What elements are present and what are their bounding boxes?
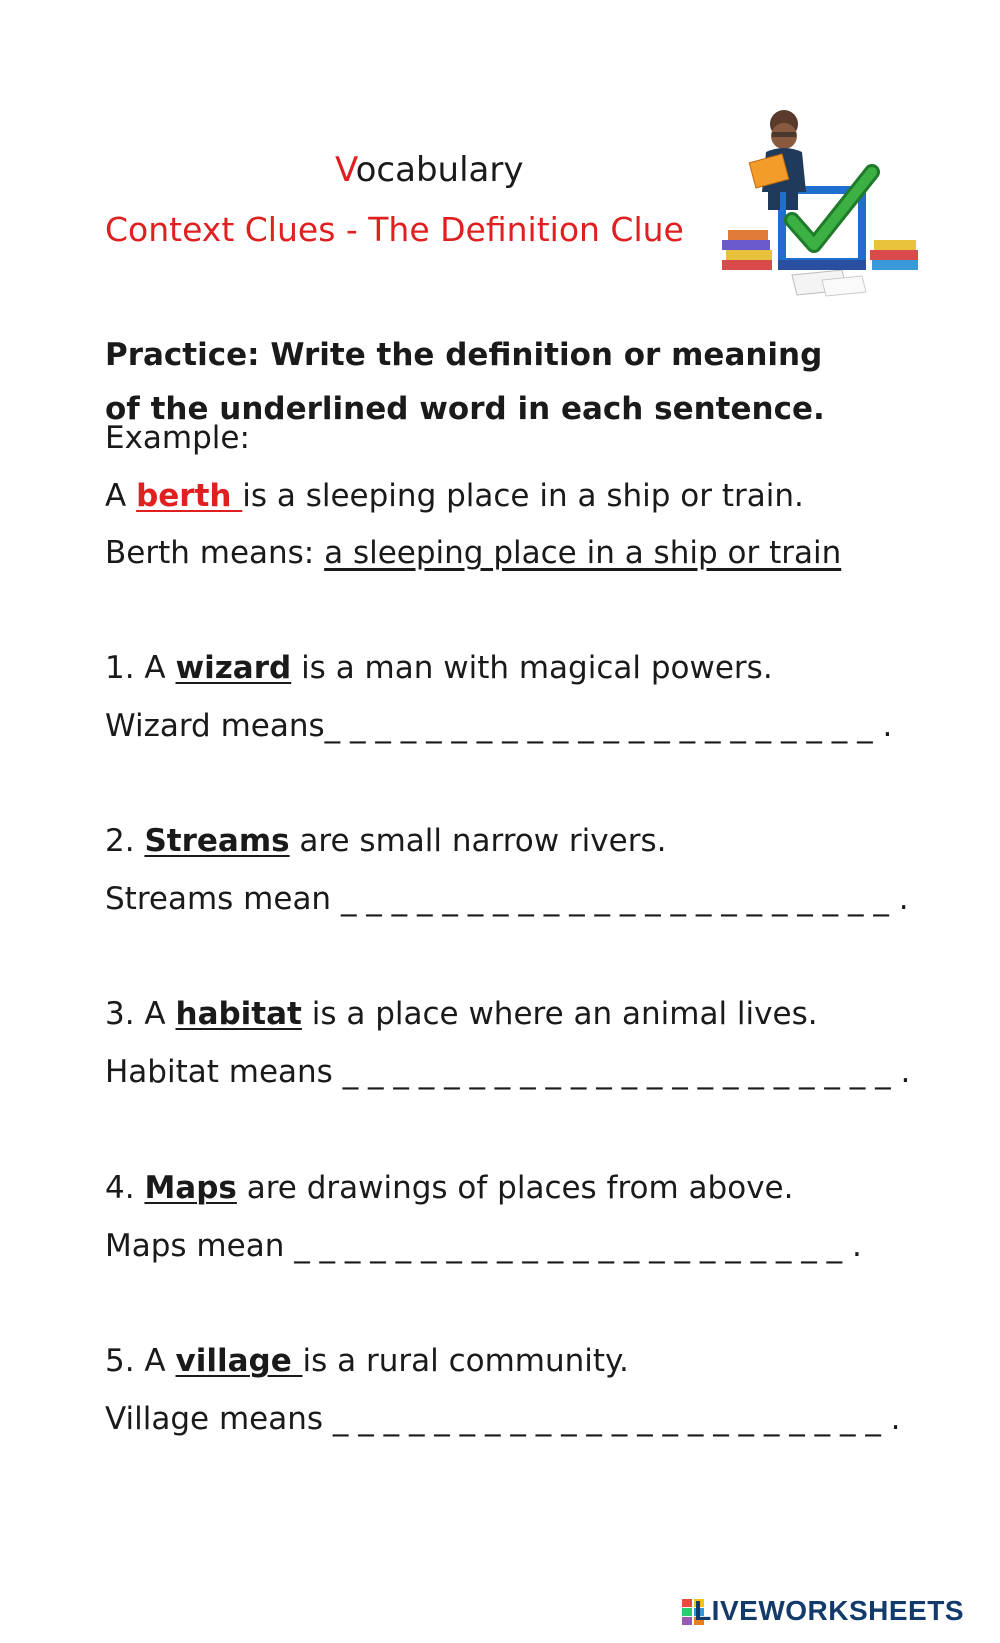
item-5-blank[interactable]: _ _ _ _ _ _ _ _ _ _ _ _ _ _ _ _ _ _ _ _ _ _ .: [332, 1401, 901, 1437]
item-3-sentence: 3. A habitat is a place where an animal lives.: [105, 996, 818, 1032]
instructions-text: Practice: Write the definition or meaning of the underlined word in each sentence.: [105, 337, 825, 427]
item-4-answer-line: Maps mean _ _ _ _ _ _ _ _ _ _ _ _ _ _ _ _ _ _ _ _ _ _ .: [105, 1228, 862, 1264]
item-2-keyword: Streams: [144, 823, 290, 859]
item-4-blank[interactable]: _ _ _ _ _ _ _ _ _ _ _ _ _ _ _ _ _ _ _ _ _ _ .: [294, 1228, 862, 1264]
example-keyword: berth: [136, 478, 243, 514]
item-2-sentence: 2. Streams are small narrow rivers.: [105, 823, 667, 859]
item-5-keyword: village: [175, 1343, 303, 1379]
worksheet-title: Vocabulary: [335, 150, 524, 190]
example-meaning-answer: a sleeping place in a ship or train: [324, 535, 842, 571]
item-3-blank[interactable]: _ _ _ _ _ _ _ _ _ _ _ _ _ _ _ _ _ _ _ _ _ _ .: [342, 1054, 911, 1090]
worksheet-subtitle: Context Clues - The Definition Clue: [105, 210, 684, 249]
item-5-answer-line: Village means _ _ _ _ _ _ _ _ _ _ _ _ _ _ _ _ _ _ _ _ _ _ .: [105, 1401, 901, 1437]
example-meaning: Berth means: a sleeping place in a ship or train: [105, 535, 842, 571]
item-5-sentence: 5. A village is a rural community.: [105, 1343, 629, 1379]
item-1-keyword: wizard: [175, 650, 292, 686]
item-3-answer-line: Habitat means _ _ _ _ _ _ _ _ _ _ _ _ _ _ _ _ _ _ _ _ _ _ .: [105, 1054, 911, 1090]
item-3-keyword: habitat: [175, 996, 302, 1032]
item-1-blank[interactable]: _ _ _ _ _ _ _ _ _ _ _ _ _ _ _ _ _ _ _ _ _ _ .: [324, 708, 893, 744]
example-sentence: A berth is a sleeping place in a ship or train.: [105, 478, 804, 514]
teacher-checkbox-illustration: [722, 100, 922, 300]
item-1-sentence: 1. A wizard is a man with magical powers.: [105, 650, 773, 686]
item-4-keyword: Maps: [144, 1170, 237, 1206]
item-2-blank[interactable]: _ _ _ _ _ _ _ _ _ _ _ _ _ _ _ _ _ _ _ _ _ _ .: [340, 881, 909, 917]
item-4-sentence: 4. Maps are drawings of places from above.: [105, 1170, 794, 1206]
liveworksheets-brand[interactable]: LIVEWORKSHEETS: [694, 1595, 964, 1626]
item-1-answer-line: Wizard means_ _ _ _ _ _ _ _ _ _ _ _ _ _ _ _ _ _ _ _ _ _ .: [105, 708, 893, 744]
example-label: Example:: [105, 420, 250, 456]
item-2-answer-line: Streams mean _ _ _ _ _ _ _ _ _ _ _ _ _ _ _ _ _ _ _ _ _ _ .: [105, 881, 909, 917]
